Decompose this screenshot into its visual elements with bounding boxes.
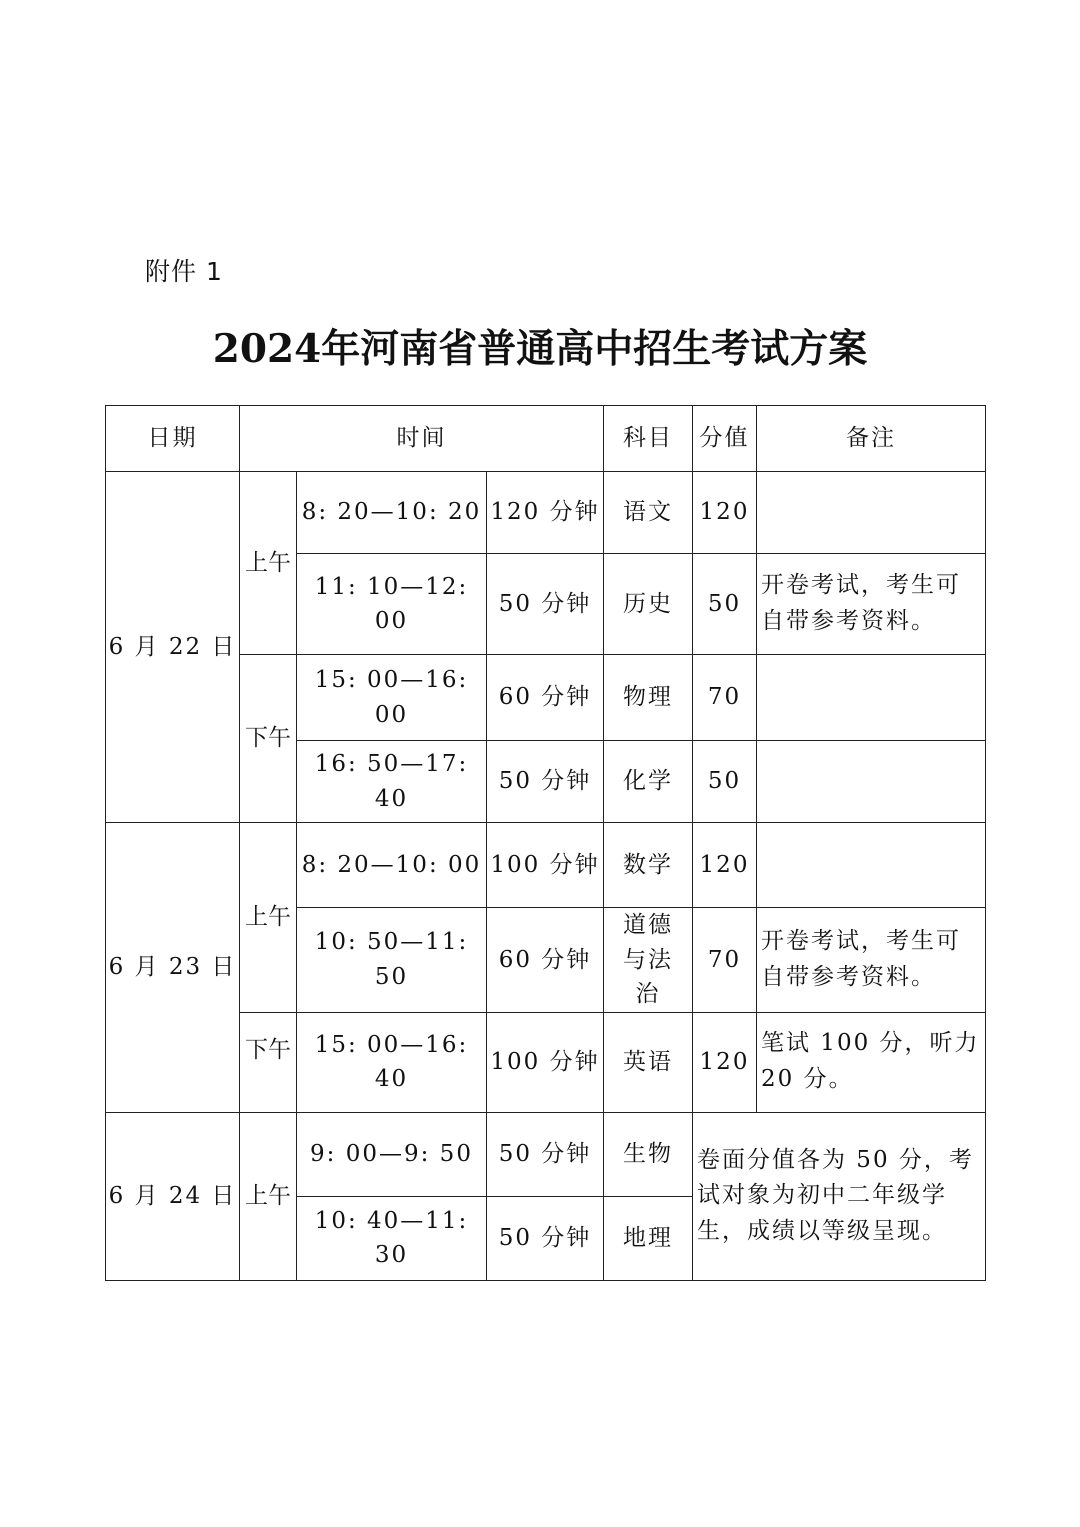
subject-cell: 物理: [604, 655, 693, 741]
time-cell: 10: 50—11: 50: [297, 908, 487, 1013]
score-cell: 120: [693, 472, 757, 554]
period-morning: 上午: [240, 472, 297, 655]
period-afternoon: 下午: [240, 655, 297, 823]
note-cell: [757, 472, 986, 554]
time-cell: 15: 00—16: 40: [297, 1012, 487, 1112]
duration-cell: 100 分钟: [487, 823, 604, 908]
table-row: [106, 1112, 986, 1196]
note-cell: [757, 823, 986, 908]
subject-cell: 地理: [604, 1196, 693, 1280]
header-date: 日期: [106, 406, 240, 472]
period-morning: 上午: [240, 823, 297, 1013]
note-cell: [757, 655, 986, 741]
subject-cell: 生物: [604, 1112, 693, 1196]
duration-cell: 120 分钟: [487, 472, 604, 554]
header-time: 时间: [240, 406, 604, 472]
subject-cell: 道德与法治: [604, 908, 693, 1013]
header-subject: 科目: [604, 406, 693, 472]
table-row: [106, 472, 986, 554]
duration-cell: 60 分钟: [487, 908, 604, 1013]
score-cell: 70: [693, 908, 757, 1013]
time-cell: 16: 50—17: 40: [297, 741, 487, 823]
date-cell: 6 月 23 日: [106, 823, 240, 1113]
score-cell: 120: [693, 1012, 757, 1112]
date-cell: 6 月 22 日: [106, 472, 240, 823]
note-cell: 笔试 100 分，听力 20 分。: [757, 1012, 986, 1112]
duration-cell: 50 分钟: [487, 1196, 604, 1280]
time-cell: 15: 00—16: 00: [297, 655, 487, 741]
time-cell: 11: 10—12: 00: [297, 554, 487, 655]
note-cell: 开卷考试，考生可自带参考资料。: [757, 908, 986, 1013]
note-cell: 开卷考试，考生可自带参考资料。: [757, 554, 986, 655]
exam-schedule-table: [105, 405, 986, 1281]
table-row: [106, 823, 986, 908]
time-cell: 8: 20—10: 00: [297, 823, 487, 908]
duration-cell: 100 分钟: [487, 1012, 604, 1112]
subject-cell: 语文: [604, 472, 693, 554]
score-cell: 70: [693, 655, 757, 741]
time-cell: 8: 20—10: 20: [297, 472, 487, 554]
note-cell: [757, 741, 986, 823]
date-cell: 6 月 24 日: [106, 1112, 240, 1280]
score-cell: 50: [693, 741, 757, 823]
header-row: [106, 406, 986, 472]
subject-cell: 化学: [604, 741, 693, 823]
score-cell: 120: [693, 823, 757, 908]
score-cell: 50: [693, 554, 757, 655]
header-score: 分值: [693, 406, 757, 472]
subject-cell: 数学: [604, 823, 693, 908]
document-title: 2024年河南省普通高中招生考试方案: [212, 326, 868, 372]
time-cell: 10: 40—11: 30: [297, 1196, 487, 1280]
period-afternoon: 下午: [240, 1012, 297, 1112]
duration-cell: 50 分钟: [487, 741, 604, 823]
shared-note-cell: 卷面分值各为 50 分，考试对象为初中二年级学生，成绩以等级呈现。: [693, 1112, 986, 1280]
header-remarks: 备注: [757, 406, 986, 472]
subject-cell: 历史: [604, 554, 693, 655]
subject-cell: 英语: [604, 1012, 693, 1112]
duration-cell: 50 分钟: [487, 554, 604, 655]
attachment-label: 附件 1: [145, 257, 223, 286]
period-morning: 上午: [240, 1112, 297, 1280]
time-cell: 9: 00—9: 50: [297, 1112, 487, 1196]
duration-cell: 60 分钟: [487, 655, 604, 741]
duration-cell: 50 分钟: [487, 1112, 604, 1196]
